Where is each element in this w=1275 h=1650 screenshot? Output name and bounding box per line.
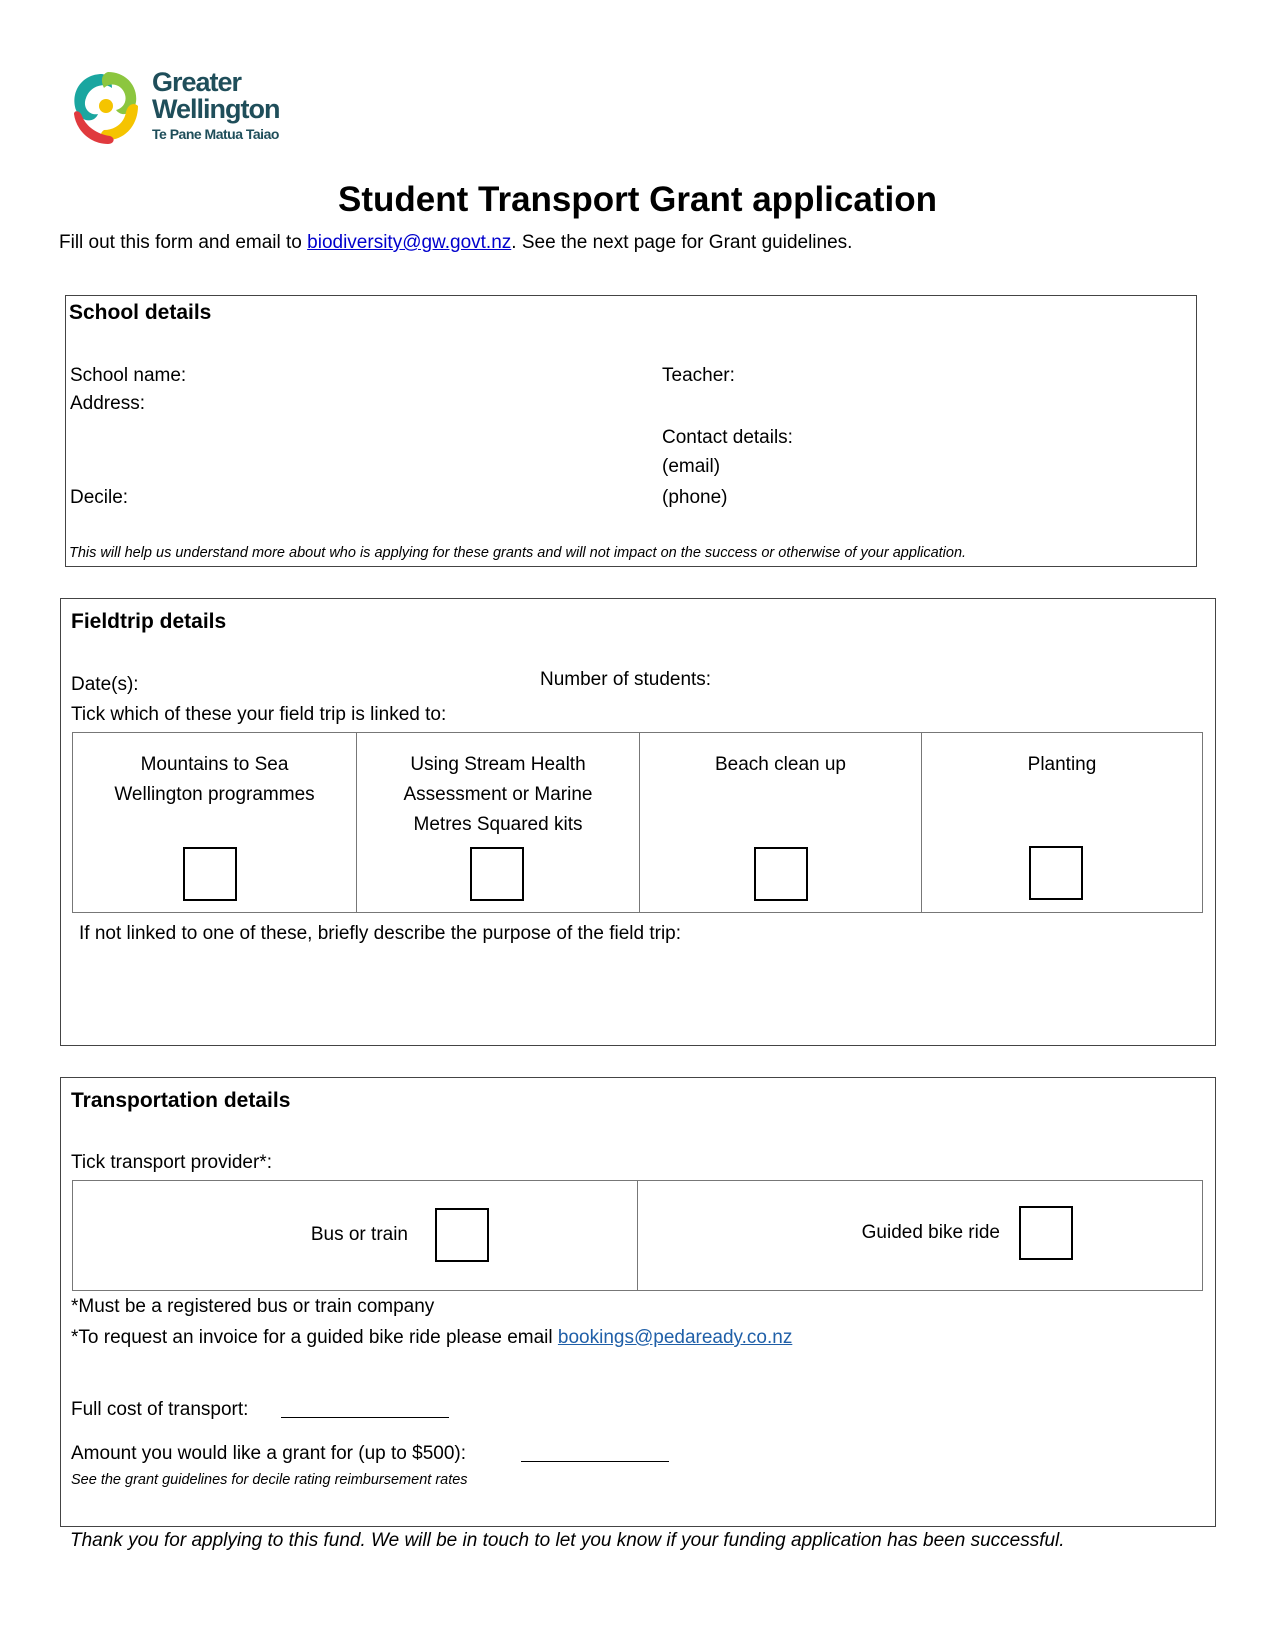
option-label: Metres Squared kits — [413, 814, 583, 835]
stream-health-checkbox[interactable] — [470, 847, 524, 901]
guided-bike-ride-label: Guided bike ride — [861, 1222, 1000, 1243]
intro-text — [59, 232, 852, 254]
option-label: Wellington programmes — [114, 784, 315, 805]
thank-you-message: Thank you for applying to this fund. We will be in touch to let you know if your funding application has been successful. — [70, 1530, 1065, 1551]
school-details-heading: School details — [69, 301, 212, 324]
option-planting — [922, 733, 1202, 912]
fieldtrip-details-heading: Fieldtrip details — [71, 610, 227, 633]
option-bus-or-train — [73, 1181, 638, 1290]
registered-company-note: *Must be a registered bus or train company — [71, 1296, 435, 1317]
decile-label: Decile: — [70, 487, 129, 508]
phone-label: (phone) — [662, 487, 728, 508]
contact-details-label: Contact details: — [662, 427, 793, 448]
invoice-note-text: *To request an invoice for a guided bike ride please email — [71, 1327, 558, 1348]
option-beach-clean-up — [640, 733, 922, 912]
guided-bike-ride-checkbox[interactable] — [1019, 1206, 1073, 1260]
full-cost-label: Full cost of transport: — [71, 1399, 249, 1420]
number-of-students-label: Number of students: — [540, 669, 712, 690]
logo — [68, 68, 318, 148]
transportation-details-heading: Transportation details — [71, 1089, 291, 1112]
option-label: Planting — [1027, 754, 1097, 775]
option-label: Beach clean up — [715, 754, 846, 775]
logo-line2: Wellington — [152, 94, 280, 124]
biodiversity-email-link[interactable]: biodiversity@gw.govt.nz — [307, 232, 512, 253]
grant-amount-label: Amount you would like a grant for (up to $500): — [71, 1443, 467, 1464]
school-note: This will help us understand more about who is applying for these grants and will not impact on the success or otherwise of your application. — [69, 545, 967, 561]
fieldtrip-options-table — [72, 732, 1203, 913]
option-mountains-to-sea — [73, 733, 357, 912]
bus-or-train-checkbox[interactable] — [435, 1208, 489, 1262]
transport-options-table — [72, 1180, 1203, 1291]
intro-before: Fill out this form and email to — [59, 232, 308, 253]
mountains-to-sea-checkbox[interactable] — [183, 847, 237, 901]
logo-tagline: Te Pane Matua Taiao — [152, 126, 279, 142]
tick-transport-label: Tick transport provider*: — [71, 1152, 272, 1173]
option-guided-bike-ride — [638, 1181, 1202, 1290]
tick-linked-label: Tick which of these your field trip is linked to: — [71, 704, 447, 725]
planting-checkbox[interactable] — [1029, 846, 1083, 900]
option-label: Assessment or Marine — [403, 784, 593, 805]
intro-after: . See the next page for Grant guidelines. — [511, 232, 853, 253]
address-label: Address: — [70, 393, 145, 414]
teacher-label: Teacher: — [662, 365, 735, 386]
school-details-section — [65, 295, 1197, 567]
option-label: Mountains to Sea — [140, 754, 289, 775]
school-name-label: School name: — [70, 365, 187, 386]
grant-amount-field[interactable] — [521, 1461, 669, 1462]
beach-clean-up-checkbox[interactable] — [754, 847, 808, 901]
email-label: (email) — [662, 456, 721, 477]
guidelines-note: See the grant guidelines for decile rating reimbursement rates — [71, 1472, 468, 1488]
logo-line1: Greater — [152, 67, 242, 97]
dates-label: Date(s): — [71, 674, 139, 695]
greater-wellington-logo-icon — [68, 68, 144, 146]
page-title: Student Transport Grant application — [338, 180, 937, 219]
bookings-email-link[interactable]: bookings@pedaready.co.nz — [557, 1327, 793, 1348]
other-purpose-label: If not linked to one of these, briefly describe the purpose of the field trip: — [79, 923, 682, 944]
bus-or-train-label: Bus or train — [310, 1224, 408, 1245]
invoice-note — [71, 1327, 792, 1349]
full-cost-field[interactable] — [281, 1417, 449, 1418]
option-label: Using Stream Health — [410, 754, 586, 775]
option-stream-health — [357, 733, 640, 912]
